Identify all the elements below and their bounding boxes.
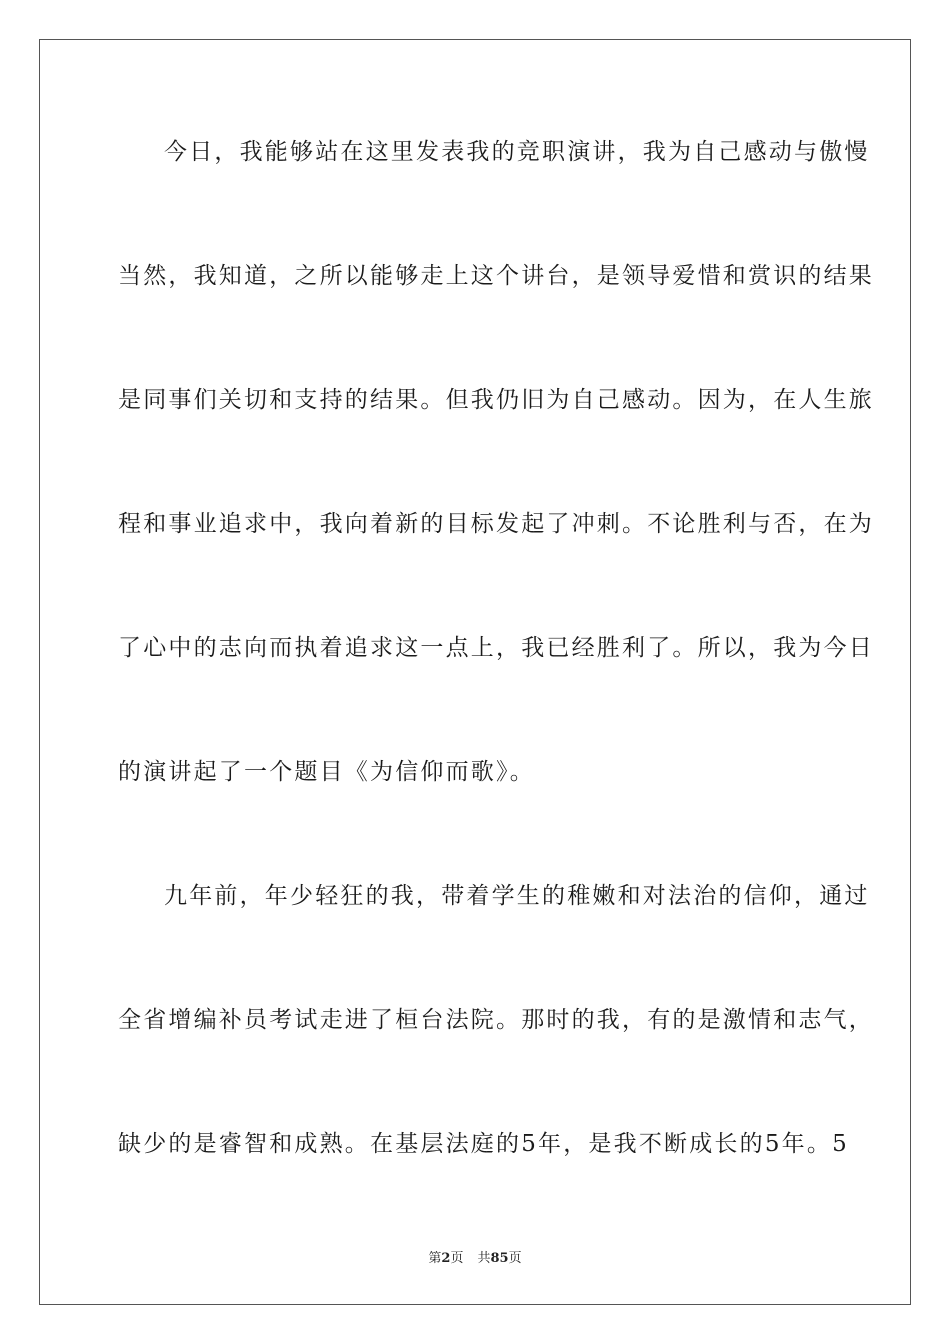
paragraph-line: 当然，我知道，之所以能够走上这个讲台，是领导爱惜和赏识的结果 — [118, 263, 874, 289]
page-border — [39, 39, 911, 1305]
paragraph-line: 是同事们关切和支持的结果。但我仍旧为自己感动。因为，在人生旅 — [118, 387, 874, 413]
paragraph-line: 全省增编补员考试走进了桓台法院。那时的我，有的是激情和志气， — [118, 1007, 874, 1033]
paragraph-line: 的演讲起了一个题目《为信仰而歌》。 — [118, 759, 535, 785]
page-footer — [0, 1247, 950, 1266]
page-prefix: 第 — [428, 1251, 442, 1266]
page-number: 2 — [441, 1251, 451, 1266]
total-prefix: 共 — [477, 1251, 491, 1266]
paragraph-line: 今日，我能够站在这里发表我的竞职演讲，我为自己感动与傲慢 — [164, 139, 870, 165]
page-suffix: 页 — [450, 1251, 464, 1266]
total-suffix: 页 — [508, 1251, 522, 1266]
paragraph-line: 程和事业追求中，我向着新的目标发起了冲刺。不论胜利与否，在为 — [118, 511, 874, 537]
total-pages: 85 — [490, 1251, 509, 1266]
paragraph-line: 九年前，年少轻狂的我，带着学生的稚嫩和对法治的信仰，通过 — [164, 883, 870, 909]
paragraph-line: 缺少的是睿智和成熟。在基层法庭的5年，是我不断成长的5年。5 — [118, 1131, 849, 1157]
paragraph-line: 了心中的志向而执着追求这一点上，我已经胜利了。所以，我为今日 — [118, 635, 874, 661]
